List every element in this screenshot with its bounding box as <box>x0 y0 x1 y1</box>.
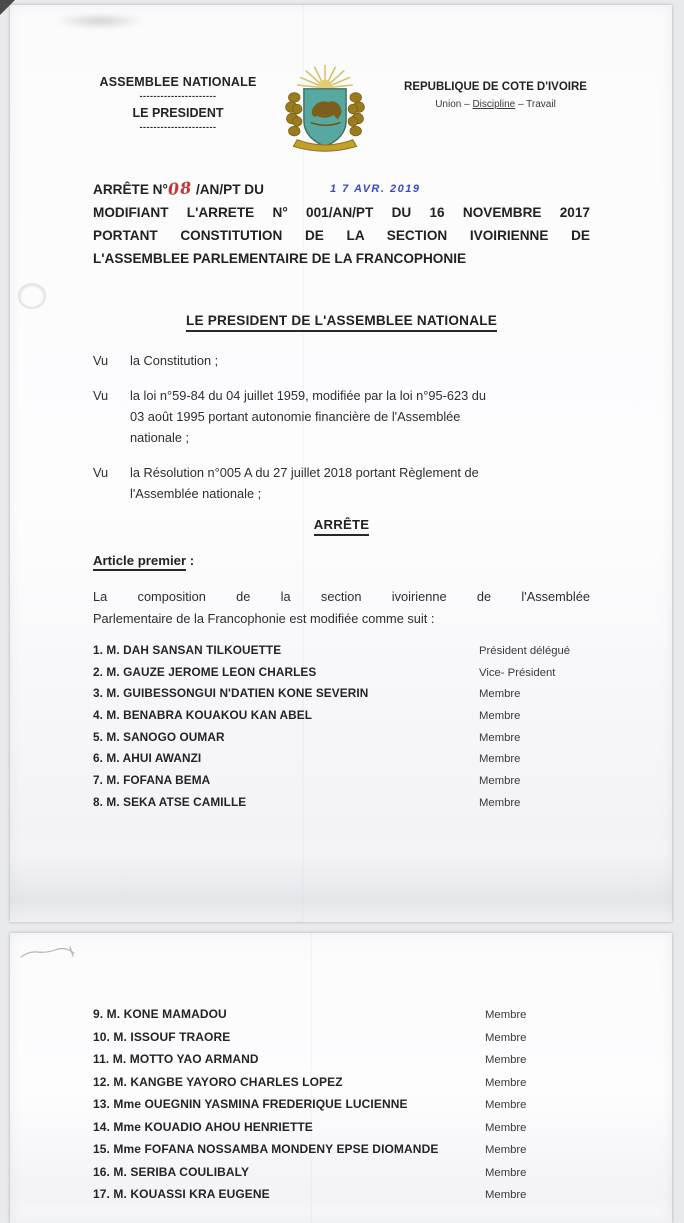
member-role: Membre <box>485 1166 527 1179</box>
decree-number-prefix: ARRÊTE N° <box>93 182 168 197</box>
member-row <box>93 730 590 752</box>
member-name: 16. M. SERIBA COULIBALY <box>93 1164 250 1179</box>
vu-text-line: la Résolution n°005 A du 27 juillet 2018 portant Règlement de <box>130 465 479 480</box>
president-label: LE PRESIDENT <box>132 106 224 120</box>
member-role: Membre <box>485 1099 527 1111</box>
republic-name-label: REPUBLIQUE DE COTE D'IVOIRE <box>404 81 587 93</box>
member-row <box>93 1165 590 1188</box>
president-heading-wrap <box>93 313 590 332</box>
coat-of-arms-icon <box>272 61 378 162</box>
article-heading <box>93 553 194 568</box>
member-name: 5. M. SANOGO OUMAR <box>93 729 225 744</box>
arrete-heading: ARRÊTE <box>314 517 369 536</box>
member-role: Vice- Président <box>479 666 556 679</box>
vu-text-line: nationale ; <box>130 430 190 445</box>
member-row <box>93 665 590 687</box>
member-role: Membre <box>479 796 521 809</box>
member-name: 9. M. KONE MAMADOU <box>93 1007 227 1021</box>
president-heading: LE PRESIDENT DE L'ASSEMBLEE NATIONALE <box>186 313 497 332</box>
member-role: Membre <box>479 710 521 723</box>
member-row <box>93 1052 590 1075</box>
member-role: Membre <box>485 1054 527 1066</box>
vu-text-line: l'Assemblée nationale ; <box>130 486 262 501</box>
member-row <box>93 1097 590 1120</box>
vu-text <box>130 385 590 448</box>
member-name: 11. M. MOTTO YAO ARMAND <box>93 1052 259 1066</box>
scan-bottom-shading <box>10 852 672 922</box>
member-role: Membre <box>479 775 521 788</box>
member-row <box>93 1187 590 1210</box>
letterhead-left-block <box>92 75 264 132</box>
national-motto <box>388 99 603 110</box>
member-row <box>93 795 590 817</box>
member-row <box>93 1007 590 1030</box>
arrete-heading-wrap <box>93 517 590 536</box>
members-list-page2 <box>93 1007 590 1210</box>
member-row <box>93 708 590 730</box>
divider-dashes: ---------------------- <box>139 91 217 101</box>
decree-number-suffix: /AN/PT DU <box>192 182 264 197</box>
pencil-scribble-mark <box>18 943 88 970</box>
decree-title-line1 <box>93 177 590 201</box>
decree-title-line4: L'ASSEMBLEE PARLEMENTAIRE DE LA FRANCOPHONIE <box>93 251 467 266</box>
member-role: Membre <box>479 731 521 744</box>
member-name: 12. M. KANGBE YAYORO CHARLES LOPEZ <box>93 1074 343 1089</box>
member-name: 2. M. GAUZE JEROME LEON CHARLES <box>93 664 317 679</box>
hole-punch-mark <box>18 283 46 309</box>
member-name: 13. Mme OUEGNIN YASMINA FREDERIQUE LUCIENNE <box>93 1097 408 1111</box>
member-row <box>93 1030 590 1053</box>
vu-text-line: 03 août 1995 portant autonomie financière de l'Assemblée <box>130 409 461 424</box>
member-row <box>93 1120 590 1143</box>
article-body-line2: Parlementaire de la Francophonie est modifiée comme suit : <box>93 611 435 626</box>
members-list-page1 <box>93 643 590 817</box>
member-name: 17. M. KOUASSI KRA EUGENE <box>93 1187 270 1201</box>
member-role: Membre <box>485 1009 527 1021</box>
member-name: 15. Mme FOFANA NOSSAMBA MONDENY EPSE DIOMANDE <box>93 1142 439 1156</box>
article-heading-colon: : <box>186 553 195 568</box>
member-row <box>93 1075 590 1098</box>
member-row <box>93 686 590 708</box>
motto-discipline: Discipline <box>472 99 516 110</box>
member-name: 4. M. BENABRA KOUAKOU KAN ABEL <box>93 708 313 723</box>
member-role: Membre <box>485 1031 527 1044</box>
letterhead-right-block <box>388 81 603 110</box>
decree-title-line2: MODIFIANT L'ARRETE N° 001/AN/PT DU 16 NOVEMBRE 2017 <box>93 205 590 220</box>
member-name: 8. M. SEKA ATSE CAMILLE <box>93 794 247 809</box>
document-page-1 <box>10 5 672 922</box>
member-role: Membre <box>485 1076 527 1089</box>
member-row <box>93 643 590 665</box>
divider-dashes: ---------------------- <box>139 122 217 132</box>
member-name: 1. M. DAH SANSAN TILKOUETTE <box>93 643 282 657</box>
scan-smudge <box>55 13 145 29</box>
member-name: 14. Mme KOUADIO AHOU HENRIETTE <box>93 1119 313 1134</box>
vu-text <box>130 462 590 504</box>
document-page-2 <box>10 933 672 1223</box>
vu-clauses <box>93 350 590 518</box>
vu-clause <box>93 385 590 448</box>
vu-label: Vu <box>93 353 109 368</box>
member-role: Président délégué <box>479 645 571 657</box>
member-name: 7. M. FOFANA BEMA <box>93 773 211 788</box>
vu-text: la Constitution ; <box>130 353 219 368</box>
vu-label: Vu <box>93 465 109 480</box>
article-body-line1: La composition de la section ivoirienne de l'Assemblée <box>93 589 590 604</box>
article-heading-text: Article premier <box>93 553 186 571</box>
scan-corner-artifact <box>0 0 15 15</box>
decree-title-line3: PORTANT CONSTITUTION DE LA SECTION IVOIRIENNE DE <box>93 228 590 243</box>
date-stamp: 1 7 AVR. 2019 <box>330 183 421 195</box>
member-row <box>93 1142 590 1165</box>
member-role: Membre <box>479 753 521 766</box>
assembly-name-label: ASSEMBLEE NATIONALE <box>99 75 257 89</box>
vu-label: Vu <box>93 388 109 403</box>
member-row <box>93 773 590 795</box>
vu-clause <box>93 350 590 371</box>
decree-number-handwritten: 08 <box>167 178 193 199</box>
vu-clause <box>93 462 590 504</box>
member-role: Membre <box>485 1144 527 1156</box>
vu-text-line: la loi n°59-84 du 04 juillet 1959, modifiée par la loi n°95-623 du <box>130 388 486 403</box>
member-name: 6. M. AHUI AWANZI <box>93 751 202 766</box>
motto-travail: – Travail <box>518 99 556 110</box>
decree-title-block <box>93 177 590 270</box>
member-role: Membre <box>485 1189 527 1201</box>
motto-union: Union – <box>435 99 470 110</box>
member-role: Membre <box>485 1121 527 1134</box>
member-row <box>93 751 590 773</box>
member-role: Membre <box>479 688 521 701</box>
member-name: 3. M. GUIBESSONGUI N'DATIEN KONE SEVERIN <box>93 686 369 701</box>
member-name: 10. M. ISSOUF TRAORE <box>93 1029 231 1044</box>
article-body <box>93 586 590 630</box>
